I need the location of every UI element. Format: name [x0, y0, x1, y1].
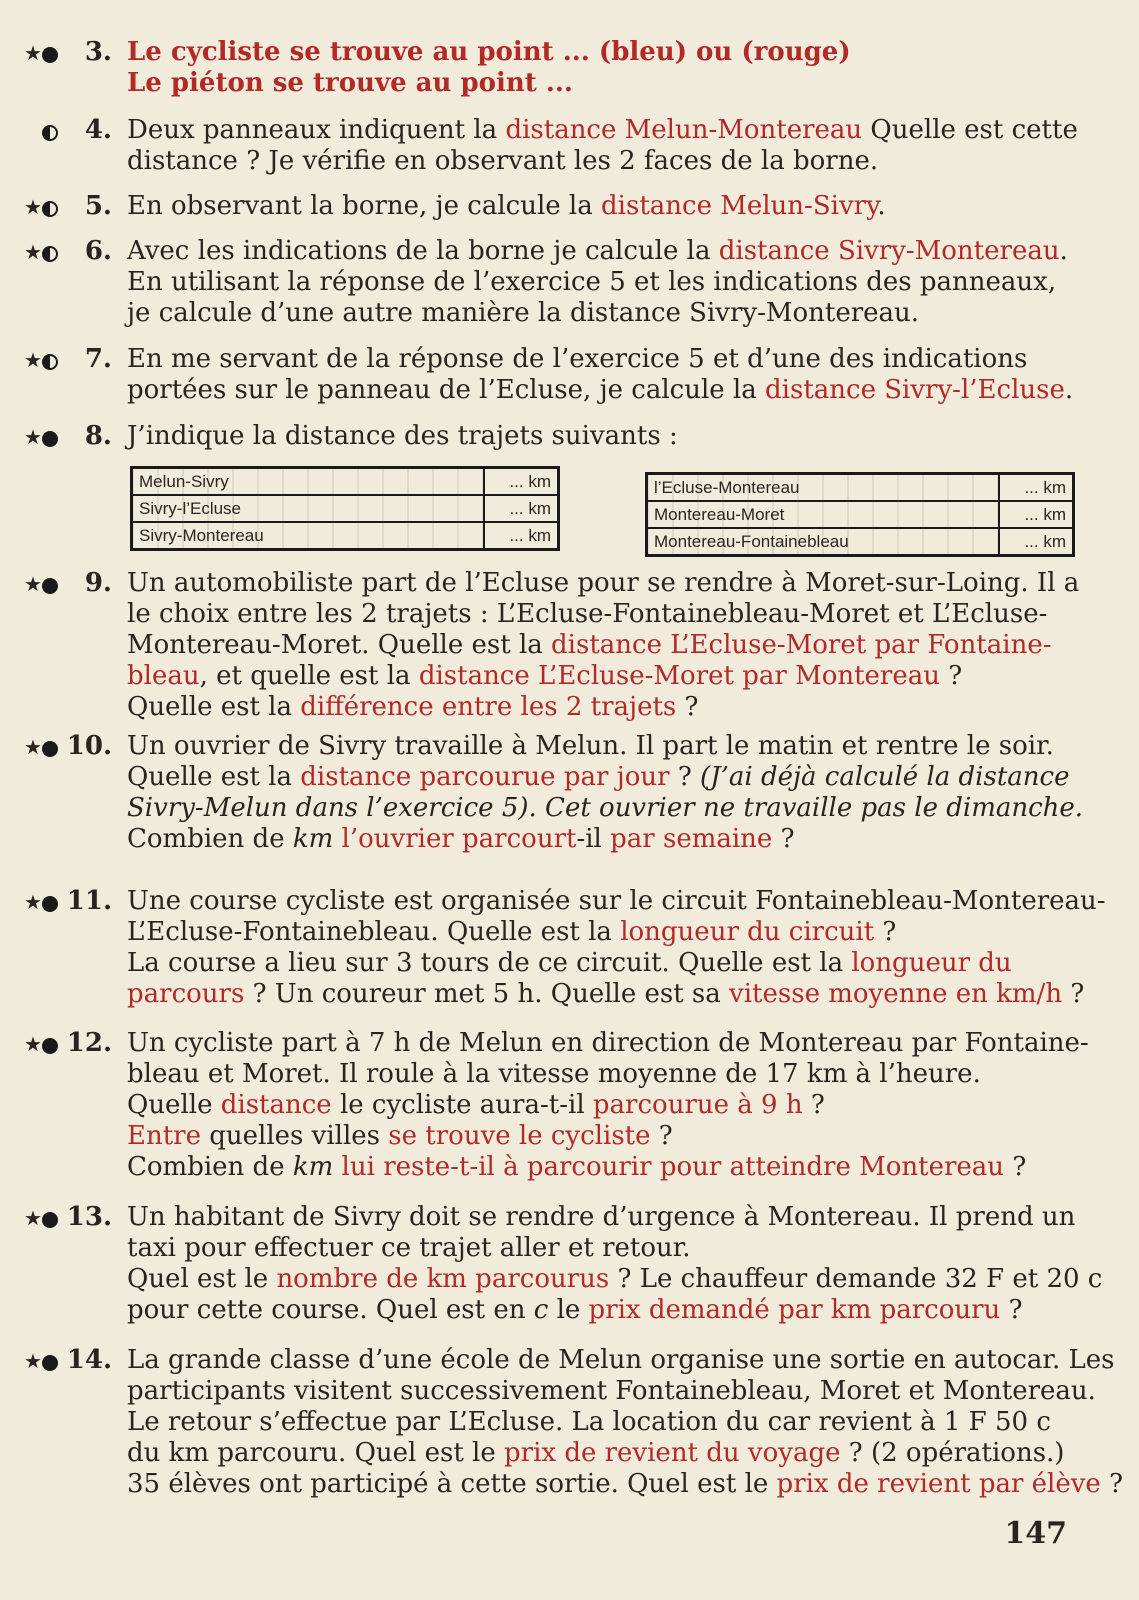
exercise-number: 13. — [66, 1202, 112, 1232]
half-dot-icon — [42, 201, 58, 217]
exercise-number: 10. — [66, 731, 112, 761]
distance-value[interactable]: ... km — [999, 528, 1074, 556]
distance-table-left — [130, 466, 560, 551]
table-row — [132, 495, 559, 522]
star-icon: ★ — [24, 425, 42, 449]
distance-value[interactable]: ... km — [999, 501, 1074, 528]
full-dot-icon — [42, 431, 58, 447]
text-line: En me servant de la réponse de l’exercice 5 et d’une des indications — [127, 344, 1028, 374]
exercise-text — [127, 236, 1072, 329]
distance-value[interactable]: ... km — [484, 522, 559, 550]
distance-table-right — [645, 472, 1075, 557]
exercise-text — [127, 37, 1072, 99]
text-line: je calcule d’une autre manière la distance Sivry-Montereau. — [127, 298, 920, 328]
text-line: Un automobiliste part de l’Ecluse pour se rendre à Moret-sur-Loing. Il a — [127, 568, 1080, 598]
exercise-text — [127, 1202, 1103, 1326]
text-line: J’indique la distance des trajets suivants : — [127, 421, 678, 451]
exercise-text — [127, 344, 1072, 406]
text-line: Le retour s’effectue par L’Ecluse. La location du car revient à 1 F 50 c — [127, 1407, 1051, 1437]
exercise-number: 12. — [66, 1028, 112, 1058]
exercise-number: 8. — [84, 421, 112, 451]
table-row — [132, 468, 559, 496]
text-line: Une course cycliste est organisée sur le circuit Fontainebleau-Montereau- — [127, 886, 1106, 916]
text-line: pour cette course. Quel est en c le prix demandé par km parcouru ? — [127, 1295, 1023, 1325]
difficulty-marker — [24, 242, 74, 262]
text-line: du km parcouru. Quel est le prix de revient du voyage ? (2 opérations.) — [127, 1438, 1065, 1468]
distance-value[interactable]: ... km — [999, 474, 1074, 502]
text-line: Combien de km lui reste-t-il à parcourir pour atteindre Montereau ? — [127, 1152, 1027, 1182]
table-row — [132, 522, 559, 550]
text-line: Combien de km l’ouvrier parcourt-il par semaine ? — [127, 824, 795, 854]
table-row — [647, 528, 1074, 556]
route-name: Montereau-Fontainebleau — [647, 528, 1000, 556]
text-line: Quelle est la distance parcourue par jour ? (J’ai déjà calculé la distance — [127, 762, 1070, 792]
text-line: bleau, et quelle est la distance L’Ecluse-Moret par Montereau ? — [127, 661, 963, 691]
exercise-text — [127, 421, 1072, 452]
star-icon: ★ — [24, 735, 42, 759]
text-line: Quelle est la différence entre les 2 trajets ? — [127, 692, 699, 722]
text-line: Un habitant de Sivry doit se rendre d’urgence à Montereau. Il prend un — [127, 1202, 1076, 1232]
full-dot-icon — [42, 896, 58, 912]
half-dot-icon — [42, 125, 58, 141]
star-icon: ★ — [24, 1349, 42, 1373]
half-dot-icon — [42, 354, 58, 370]
table-row — [647, 501, 1074, 528]
text-line: En observant la borne, je calcule la distance Melun-Sivry. — [127, 191, 886, 221]
text-line: Quel est le nombre de km parcourus ? Le chauffeur demande 32 F et 20 c — [127, 1264, 1103, 1294]
route-name: Sivry-l’Ecluse — [132, 495, 485, 522]
full-dot-icon — [42, 1355, 58, 1371]
exercise-text — [127, 1028, 1089, 1183]
exercise-text — [127, 191, 1072, 222]
star-icon: ★ — [24, 41, 42, 65]
exercise-number: 9. — [84, 568, 112, 598]
exercise-number: 6. — [84, 236, 112, 266]
text-line: Un ouvrier de Sivry travaille à Melun. Il part le matin et rentre le soir. — [127, 731, 1054, 761]
star-icon: ★ — [24, 572, 42, 596]
exercise-number: 4. — [84, 115, 112, 145]
text-line: La course a lieu sur 3 tours de ce circuit. Quelle est la longueur du — [127, 948, 1012, 978]
route-name: Melun-Sivry — [132, 468, 485, 496]
exercise-text — [127, 886, 1106, 1010]
text-line: portées sur le panneau de l’Ecluse, je calcule la distance Sivry-l’Ecluse. — [127, 375, 1074, 405]
text-line: participants visitent successivement Fontainebleau, Moret et Montereau. — [127, 1376, 1096, 1406]
text-line: Entre quelles villes se trouve le cycliste ? — [127, 1121, 673, 1151]
star-icon: ★ — [24, 195, 42, 219]
page-number: 147 — [1004, 1516, 1067, 1551]
exercise-text — [127, 731, 1084, 855]
distance-value[interactable]: ... km — [484, 468, 559, 496]
route-name: Montereau-Moret — [647, 501, 1000, 528]
full-dot-icon — [42, 1212, 58, 1228]
text-line: La grande classe d’une école de Melun organise une sortie en autocar. Les — [127, 1345, 1115, 1375]
text-line: parcours ? Un coureur met 5 h. Quelle est sa vitesse moyenne en km/h ? — [127, 979, 1085, 1009]
text-line: Deux panneaux indiquent la distance Melun-Montereau Quelle est cette — [127, 115, 1078, 145]
text-line: distance ? Je vérifie en observant les 2 faces de la borne. — [127, 146, 879, 176]
half-dot-icon — [42, 246, 58, 262]
full-dot-icon — [42, 578, 58, 594]
exercise-text — [127, 115, 1078, 177]
text-line: bleau et Moret. Il roule à la vitesse moyenne de 17 km à l’heure. — [127, 1059, 981, 1089]
full-dot-icon — [42, 47, 58, 63]
star-icon: ★ — [24, 348, 42, 372]
text-line: Avec les indications de la borne je calcule la distance Sivry-Montereau. — [127, 236, 1068, 266]
full-dot-icon — [42, 1038, 58, 1054]
difficulty-marker — [24, 350, 74, 370]
text-line: Le piéton se trouve au point ... — [127, 68, 573, 98]
star-icon: ★ — [24, 890, 42, 914]
text-line: Quelle distance le cycliste aura-t-il parcourue à 9 h ? — [127, 1090, 825, 1120]
exercise-text — [127, 568, 1080, 723]
star-icon: ★ — [24, 240, 42, 264]
exercise-number: 7. — [84, 344, 112, 374]
full-dot-icon — [42, 741, 58, 757]
text-line: taxi pour effectuer ce trajet aller et retour. — [127, 1233, 691, 1263]
table-row — [647, 474, 1074, 502]
route-name: l’Ecluse-Montereau — [647, 474, 1000, 502]
text-line: L’Ecluse-Fontainebleau. Quelle est la longueur du circuit ? — [127, 917, 897, 947]
text-line: En utilisant la réponse de l’exercice 5 et les indications des panneaux, — [127, 267, 1057, 297]
difficulty-marker — [24, 121, 74, 141]
exercise-number: 14. — [66, 1345, 112, 1375]
text-line: Le cycliste se trouve au point ... (bleu) ou (rouge) — [127, 37, 851, 67]
difficulty-marker — [24, 43, 74, 63]
difficulty-marker — [24, 427, 74, 447]
text-line: Un cycliste part à 7 h de Melun en direction de Montereau par Fontaine- — [127, 1028, 1089, 1058]
text-line: Montereau-Moret. Quelle est la distance L’Ecluse-Moret par Fontaine- — [127, 630, 1052, 660]
text-line: Sivry-Melun dans l’exercice 5). Cet ouvrier ne travaille pas le dimanche. — [127, 793, 1084, 823]
exercise-number: 3. — [84, 37, 112, 67]
star-icon: ★ — [24, 1032, 42, 1056]
exercise-text — [127, 1345, 1124, 1500]
route-name: Sivry-Montereau — [132, 522, 485, 550]
distance-value[interactable]: ... km — [484, 495, 559, 522]
text-line: le choix entre les 2 trajets : L’Ecluse-Fontainebleau-Moret et L’Ecluse- — [127, 599, 1048, 629]
exercise-number: 11. — [66, 886, 112, 916]
star-icon: ★ — [24, 1206, 42, 1230]
difficulty-marker — [24, 574, 74, 594]
exercise-number: 5. — [84, 191, 112, 221]
difficulty-marker — [24, 197, 74, 217]
text-line: 35 élèves ont participé à cette sortie. Quel est le prix de revient par élève ? — [127, 1469, 1124, 1499]
